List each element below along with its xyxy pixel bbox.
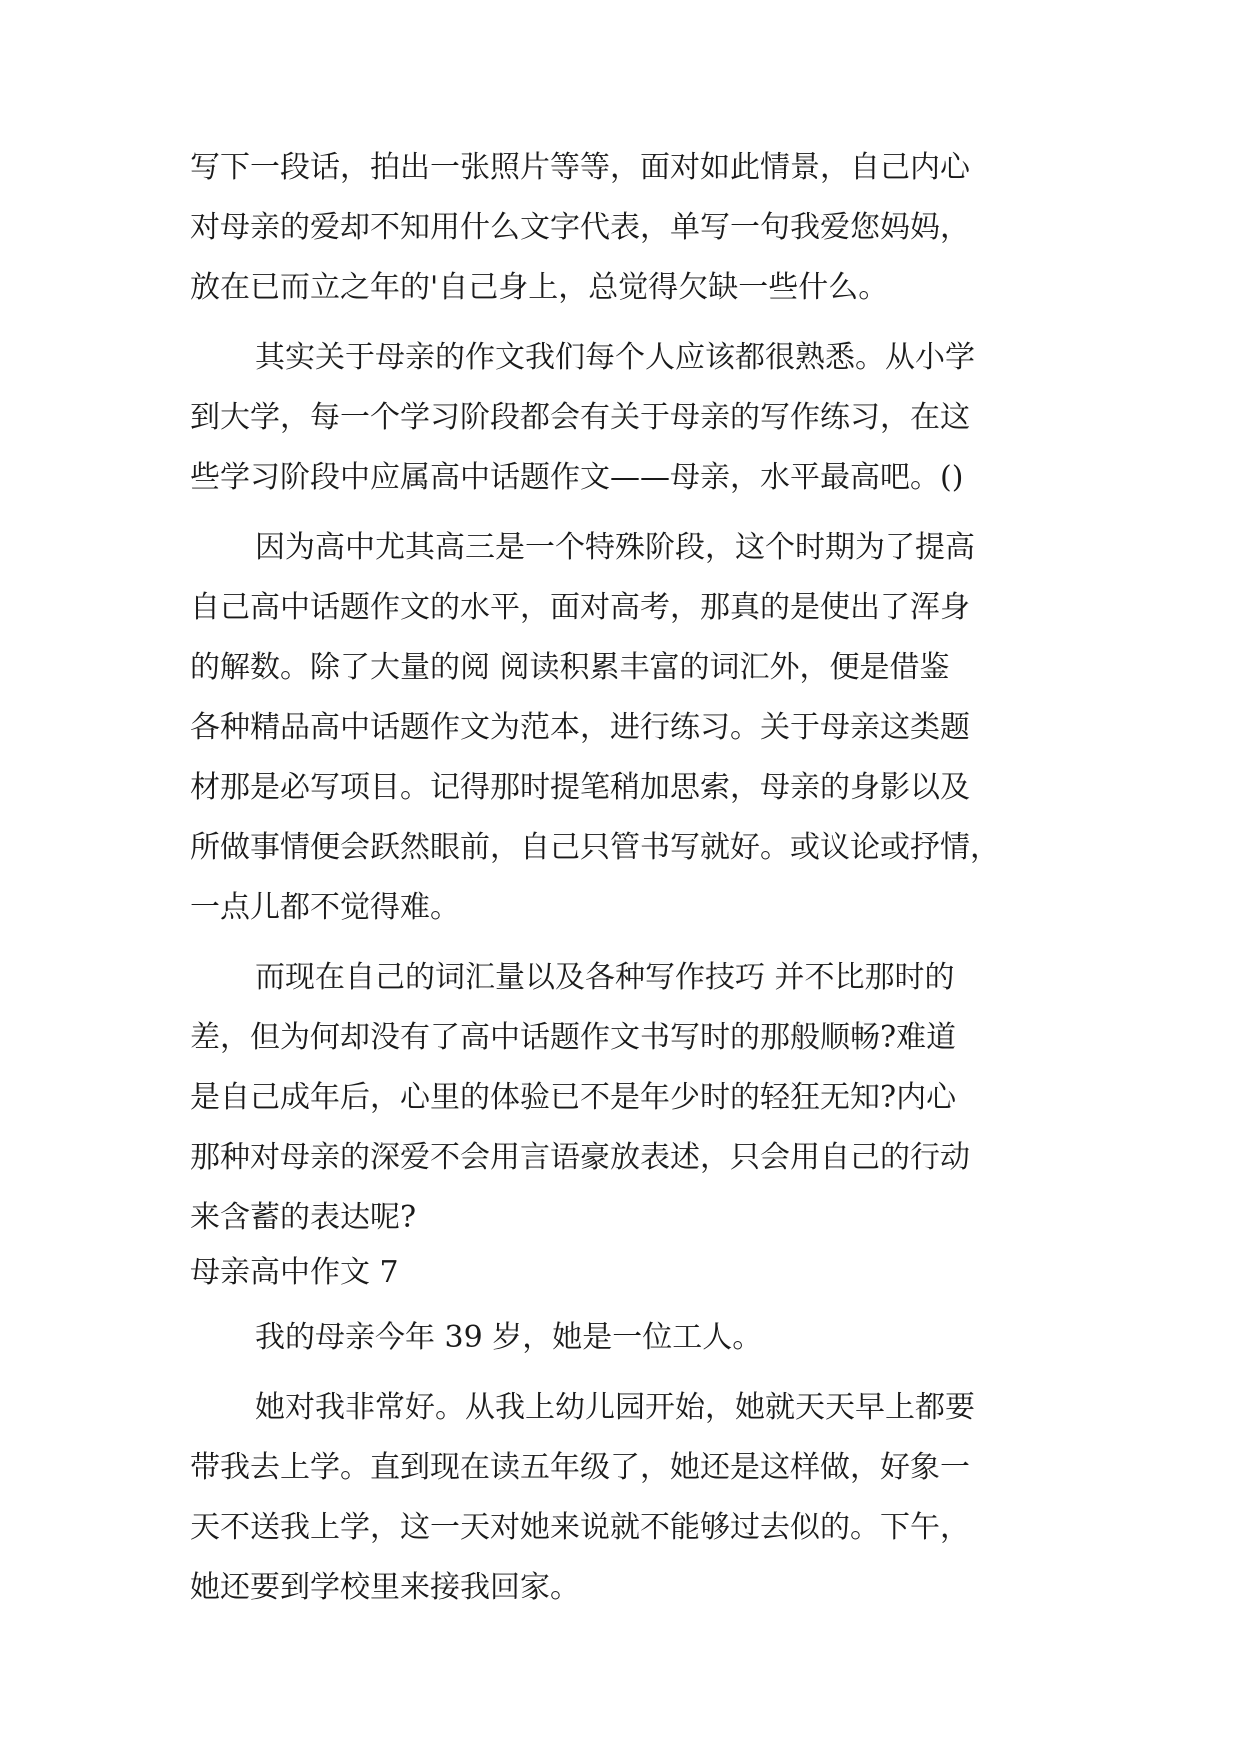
text-line: 我的母亲今年 39 岁，她是一位工人。 — [255, 1320, 763, 1355]
text-line: 差，但为何却没有了高中话题作文书写时的那般顺畅?难道 — [190, 1020, 957, 1055]
text-line: 放在已而立之年的'自己身上，总觉得欠缺一些什么。 — [190, 270, 889, 305]
text-line: 而现在自己的词汇量以及各种写作技巧 并不比那时的 — [255, 960, 955, 995]
text-line: 的解数。除了大量的阅 阅读积累丰富的词汇外，便是借鉴 — [190, 650, 950, 685]
text-line: 所做事情便会跃然眼前，自己只管书写就好。或议论或抒情， — [190, 830, 1000, 865]
text-line: 对母亲的爱却不知用什么文字代表，单写一句我爱您妈妈， — [190, 210, 970, 245]
text-line: 到大学，每一个学习阶段都会有关于母亲的写作练习，在这 — [190, 400, 970, 435]
text-line: 她对我非常好。从我上幼儿园开始，她就天天早上都要 — [255, 1390, 975, 1425]
text-line: 她还要到学校里来接我回家。 — [190, 1570, 580, 1605]
text-line: 来含蓄的表达呢? — [190, 1200, 417, 1235]
text-line: 一点儿都不觉得难。 — [190, 890, 460, 925]
section-heading: 母亲高中作文 7 — [190, 1255, 399, 1290]
text-line: 写下一段话，拍出一张照片等等，面对如此情景，自己内心 — [190, 150, 970, 185]
text-line: 其实关于母亲的作文我们每个人应该都很熟悉。从小学 — [255, 340, 975, 375]
text-line: 那种对母亲的深爱不会用言语豪放表述，只会用自己的行动 — [190, 1140, 970, 1175]
text-line: 天不送我上学，这一天对她来说就不能够过去似的。下午， — [190, 1510, 970, 1545]
text-line: 带我去上学。直到现在读五年级了，她还是这样做，好象一 — [190, 1450, 970, 1485]
text-line: 是自己成年后，心里的体验已不是年少时的轻狂无知?内心 — [190, 1080, 957, 1115]
text-line: 各种精品高中话题作文为范本，进行练习。关于母亲这类题 — [190, 710, 970, 745]
text-line: 些学习阶段中应属高中话题作文——母亲，水平最高吧。() — [190, 460, 964, 495]
text-line: 材那是必写项目。记得那时提笔稍加思索，母亲的身影以及 — [190, 770, 970, 805]
text-line: 自己高中话题作文的水平，面对高考，那真的是使出了浑身 — [190, 590, 970, 625]
text-line: 因为高中尤其高三是一个特殊阶段，这个时期为了提高 — [255, 530, 975, 565]
